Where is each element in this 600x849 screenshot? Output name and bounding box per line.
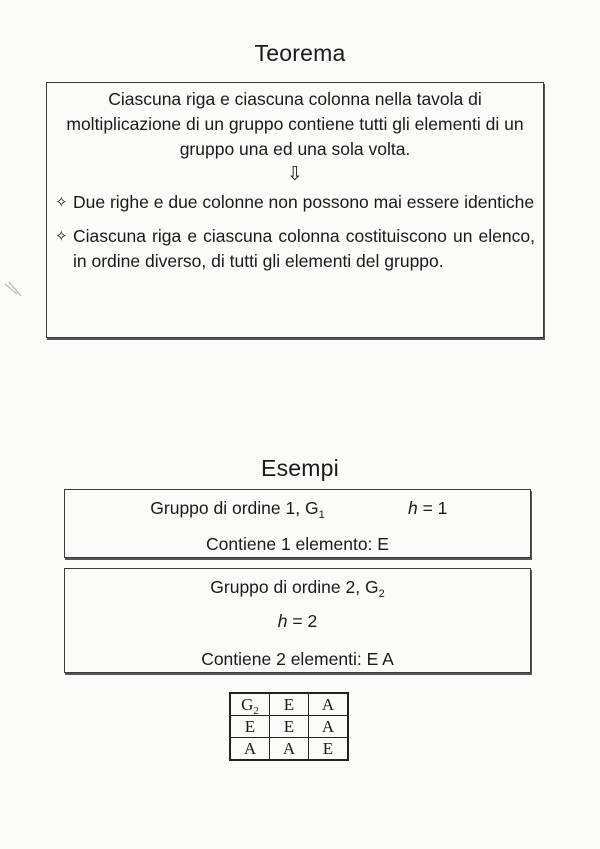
margin-scribble [3,280,23,300]
table-header-row [230,693,348,716]
theorem-title: Teorema [254,40,346,66]
consequence-item [55,224,535,274]
group-2-contents: Contiene 2 elementi: E A [201,649,394,669]
star-bullet-icon: ✧ [55,193,68,211]
group-1-contents: Contiene 1 elemento: E [206,534,389,554]
consequence-text: Ciascuna riga e ciascuna colonna costituiscono un elenco, in ordine diverso, di tutti gli elementi del gruppo. [73,226,535,271]
group-1-order: h = 1 [408,498,448,518]
theorem-box [46,82,544,338]
star-bullet-icon: ✧ [55,227,68,245]
table-corner-cell: $G_2$ [230,693,270,716]
group-1-label: Gruppo di ordine 1, $G_1$ [150,498,325,521]
table-header-cell: E [270,693,309,716]
theorem-statement: Ciascuna riga e ciascuna colonna nella tavola di moltiplicazione di un gruppo contiene tutti gli elementi di un gruppo una ed una sola volta. [66,89,524,159]
consequence-text: Due righe e due colonne non possono mai essere identiche [73,192,535,212]
group-2-order: h = 2 [277,611,318,631]
down-arrow-icon: ⇩ [287,164,303,185]
examples-title: Esempi [261,455,339,481]
multiplication-table [229,692,349,761]
table-cell: E [270,716,309,738]
table-row-head: A [230,738,270,761]
group-2-label: Gruppo di ordine 2, $G_2$ [210,577,385,600]
table-cell: A [270,738,309,761]
example-group-1 [64,489,531,558]
example-group-2 [64,568,531,673]
table-row [230,716,348,738]
consequence-item [55,190,535,215]
table-row [230,738,348,761]
table-cell: E [309,738,349,761]
table-row-head: E [230,716,270,738]
table-header-cell: A [309,693,349,716]
table-cell: A [309,716,349,738]
